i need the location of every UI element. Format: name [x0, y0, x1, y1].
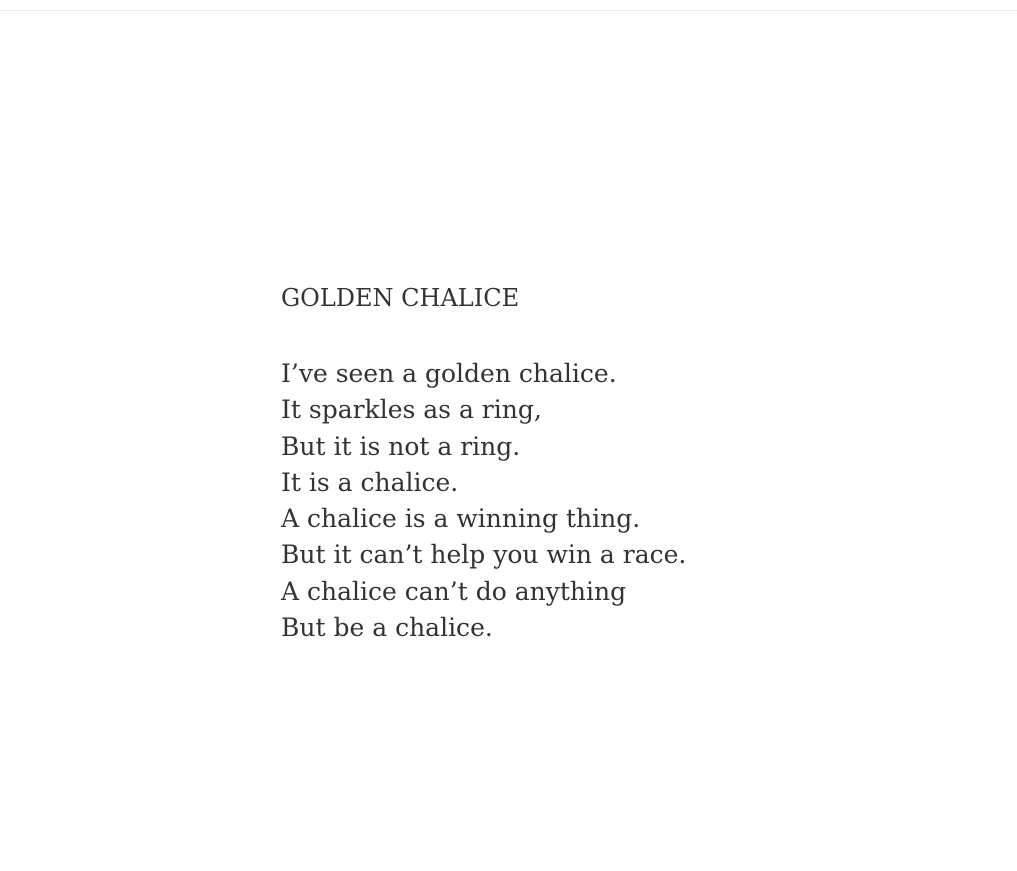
- poem: [281, 283, 801, 646]
- poem-line: But be a chalice.: [281, 613, 493, 643]
- poem-line: But it can’t help you win a race.: [281, 540, 687, 570]
- poem-line: But it is not a ring.: [281, 431, 521, 461]
- poem-line: A chalice is a winning thing.: [281, 504, 641, 534]
- poem-line: I’ve seen a golden chalice.: [281, 359, 617, 388]
- poem-line: It is a chalice.: [281, 467, 459, 497]
- poem-title: GOLDEN CHALICE: [281, 284, 520, 312]
- poem-lines: [281, 356, 801, 646]
- poem-line: A chalice can’t do anything: [281, 576, 627, 606]
- top-divider: [0, 10, 1017, 11]
- poem-line: It sparkles as a ring,: [281, 395, 542, 425]
